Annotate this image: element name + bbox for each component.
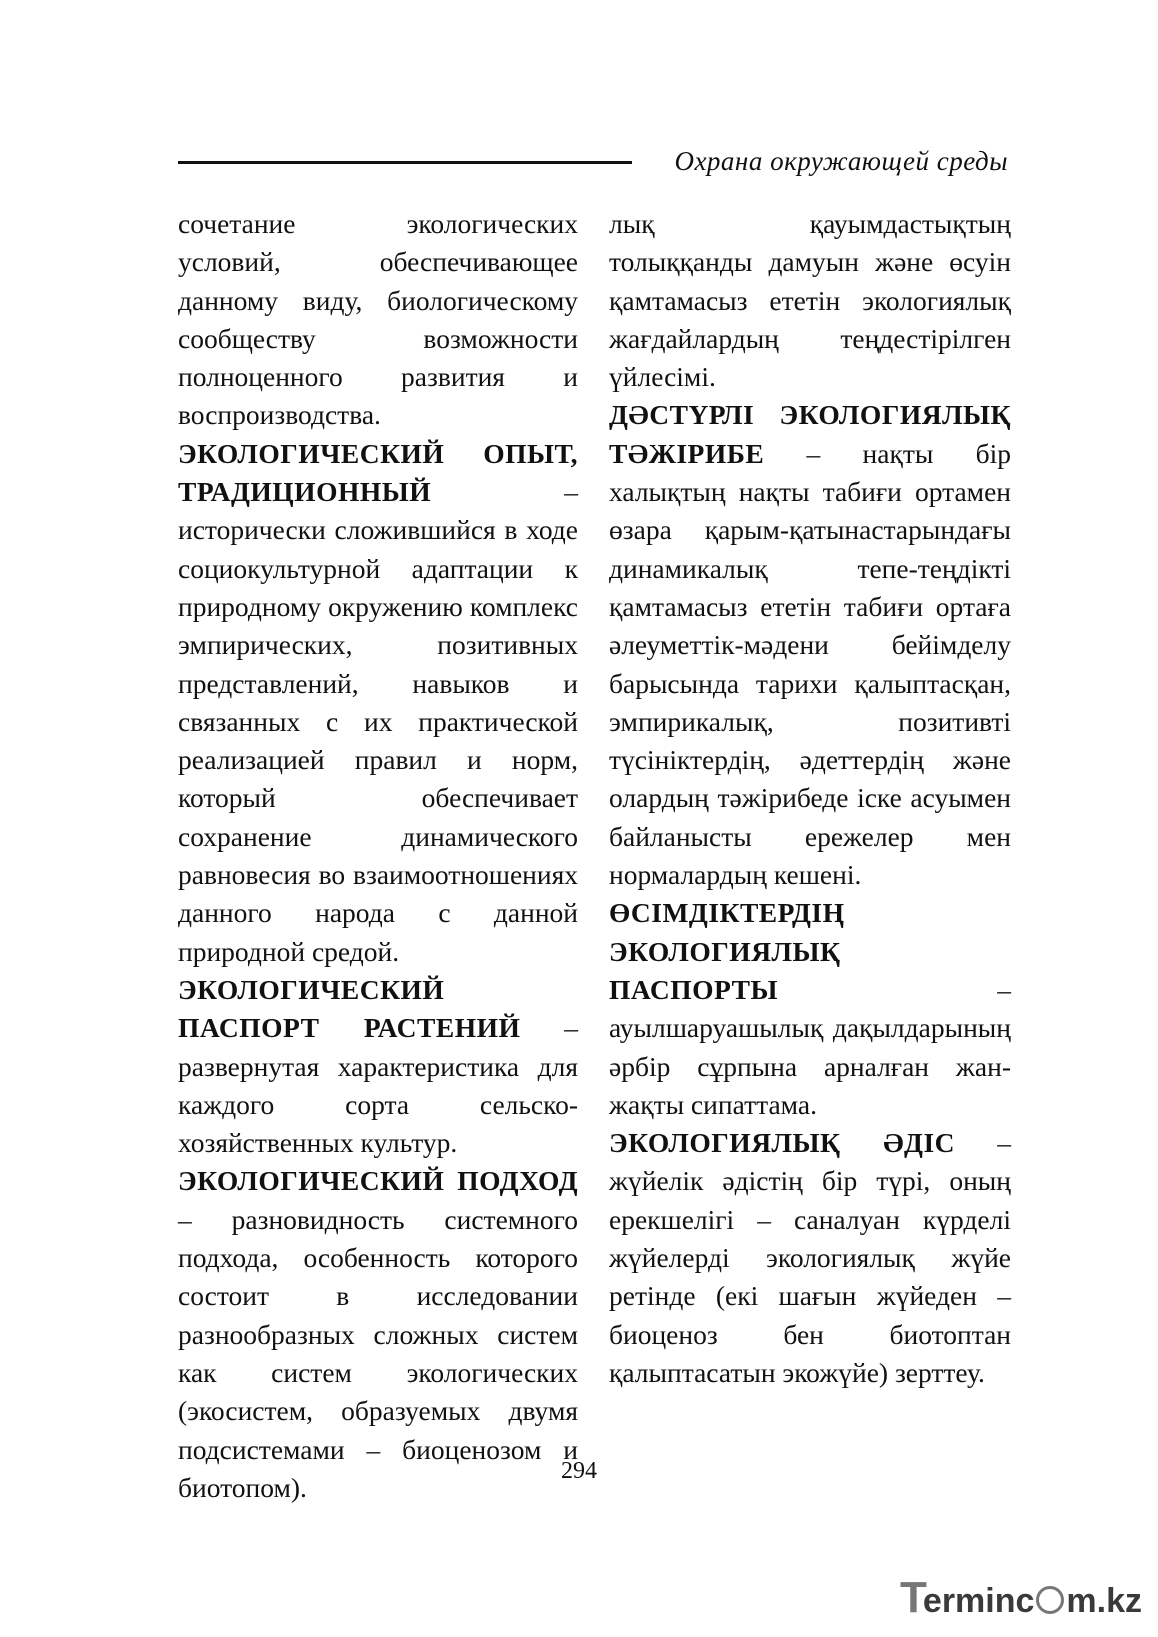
termincom-watermark-logo: [900, 1573, 1142, 1623]
watermark-text-part1: erminc: [922, 1582, 1035, 1620]
entry-term: ӨСІМДІКТЕРДІҢ ЭКОЛОГИЯЛЫҚ ПАСПОРТЫ: [609, 897, 845, 1005]
entry-text: – разновидность системного подхода, особенность которого состоит в исследовании разнообразных сложных систем как систем экологических (экосистем, образуемых двумя подсистемами – биоценозом и биотопом).: [178, 1203, 578, 1503]
entry-term: ДӘСТҮРЛІ ЭКОЛОГИЯЛЫҚ ТӘЖІРИБЕ: [609, 399, 1011, 469]
right-column: [609, 205, 1011, 1392]
entry-text: – ауылшаруашылық дақылдарының әрбір сұрпына арналған жан-жақты сипаттама.: [609, 973, 1011, 1120]
entry-ecological-approach: [178, 1162, 578, 1507]
entry-ecological-passport: [178, 971, 578, 1162]
entry-text: – нақты бір халықтың нақты табиғи ортамен өзара қарым-қатынастарындағы динамикалық тепе-теңдікті қамтамасыз ететін табиғи ортаға әлеуметтік-мәдени бейімделу барысында тарихи қалыптасқан, эмпирикалық, позитивті түсініктердің, әдеттердің және олардың тәжірибеде іске асуымен байланысты ережелер мен нормалардың кешені.: [609, 437, 1011, 891]
watermark-text-part2: m.kz: [1066, 1582, 1142, 1620]
entry-term: ЭКОЛОГИЧЕСКИЙ ПОДХОД: [178, 1165, 578, 1197]
entry-text: – исторически сложившийся в ходе социокультурной адаптации к природному окружению комплекс эмпирических, позитивных представлений, навыков и связанных с их практической реализацией правил и норм, который обеспечивает сохранение динамического равновесия во взаимоотношениях данного народа с данной природной средой.: [178, 476, 578, 967]
entry-continuation: [178, 205, 578, 435]
watermark-letter-t: T: [900, 1573, 927, 1622]
entry-text: лық қауымдастықтың толыққанды дамуын және өсуін қамтамасыз ететін экологиялық жағдайлардың теңдестірілген үйлесімі.: [609, 208, 1011, 393]
magnifier-icon: [1036, 1586, 1064, 1614]
running-title: Охрана окружающей среды: [674, 146, 1008, 176]
entry-plant-passport-kz: [609, 894, 1011, 1124]
entry-text: – жүйелік әдістің бір түрі, оның ерекшелігі – саналуан күрделі жүйелерді экологиялық жүйе ретінде (екі шағын жүйеден – биоценоз бен биотоптан қалыптасатын экожүйе) зерттеу.: [609, 1127, 1011, 1388]
entry-term: ЭКОЛОГИЧЕСКИЙ ОПЫТ, ТРАДИЦИОННЫЙ: [178, 437, 578, 508]
entry-text: сочетание экологических условий, обеспечивающее данному виду, биологическому сообществу возможности полноценного развития и воспроизводства.: [178, 208, 578, 431]
entry-ecological-method-kz: [609, 1124, 1011, 1392]
entry-term: ЭКОЛОГИЧЕСКИЙ ПАСПОРТ РАСТЕНИЙ: [178, 973, 521, 1044]
header-rule: [178, 161, 632, 164]
entry-ecological-experience: [178, 435, 578, 971]
entry-continuation: [609, 205, 1011, 396]
left-column: [178, 205, 578, 1507]
page-number: 294: [561, 1458, 597, 1484]
entry-traditional-experience-kz: [609, 396, 1011, 894]
entry-term: ЭКОЛОГИЯЛЫҚ ӘДІС: [609, 1127, 956, 1159]
entry-text: – развернутая характеристика для каждого сорта сельско-хозяйственных культур.: [178, 1012, 579, 1159]
